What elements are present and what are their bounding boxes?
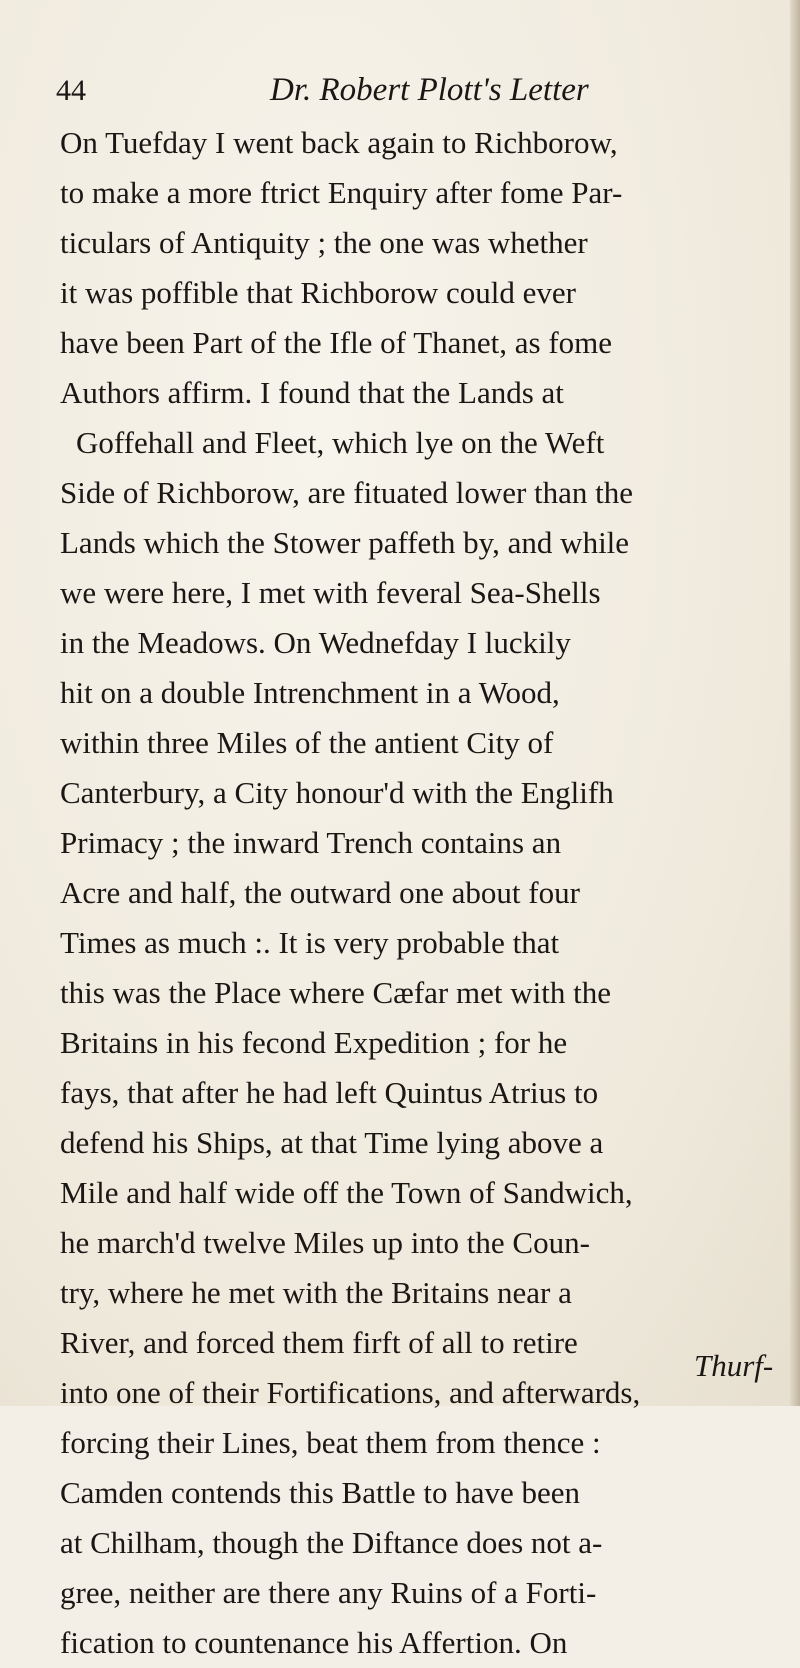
text-line: within three Miles of the antient City of: [60, 725, 554, 760]
text-line: this was the Place where Cæfar met with the: [60, 975, 611, 1010]
text-line: Authors affirm. I found that the Lands at: [60, 375, 564, 410]
text-line: Side of Richborow, are fituated lower than the: [60, 475, 634, 510]
text-line: Canterbury, a City honour'd with the Englifh: [60, 775, 614, 810]
text-line: Lands which the Stower paffeth by, and while: [60, 525, 630, 560]
running-head-author: Dr. Robert Plott's: [270, 72, 502, 108]
text-line: Camden contends this Battle to have been: [60, 1475, 580, 1510]
body-text: [60, 118, 790, 1668]
text-line: try, where he met with the Britains near a: [60, 1275, 572, 1310]
text-line: it was poffible that Richborow could ever: [60, 275, 576, 310]
text-line: at Chilham, though the Diftance does not a-: [60, 1525, 603, 1560]
text-line: Britains in his fecond Expedition ; for he: [60, 1025, 568, 1060]
text-line: forcing their Lines, beat them from thence :: [60, 1425, 601, 1460]
running-head: [270, 72, 589, 109]
text-line: he march'd twelve Miles up into the Coun-: [60, 1225, 590, 1260]
page-edge: [790, 0, 800, 1406]
text-line: On Tuefday I went back again to Richborow,: [60, 125, 618, 160]
text-line: fication to countenance his Affertion. On: [60, 1625, 568, 1660]
text-line: have been Part of the Ifle of Thanet, as fome: [60, 325, 613, 360]
catchword: Thurf-: [694, 1348, 774, 1383]
text-line: we were here, I met with feveral Sea-Shells: [60, 575, 601, 610]
text-line: River, and forced them firft of all to retire: [60, 1325, 578, 1360]
text-line: in the Meadows. On Wednefday I luckily: [60, 625, 571, 660]
running-head-title: Letter: [509, 72, 589, 108]
text-line: fays, that after he had left Quintus Atrius to: [60, 1075, 599, 1110]
text-line: Goffehall and Fleet, which lye on the Weft: [76, 425, 605, 460]
page-number: 44: [56, 74, 86, 107]
text-line: gree, neither are there any Ruins of a Forti-: [60, 1575, 597, 1610]
page-header: [56, 74, 716, 116]
text-line: into one of their Fortifications, and afterwards,: [60, 1375, 641, 1410]
text-line: Primacy ; the inward Trench contains an: [60, 825, 562, 860]
text-line: Times as much :. It is very probable that: [60, 925, 560, 960]
text-line: defend his Ships, at that Time lying above a: [60, 1125, 604, 1160]
text-line: Acre and half, the outward one about four: [60, 875, 580, 910]
text-line: hit on a double Intrenchment in a Wood,: [60, 675, 560, 710]
text-line: Mile and half wide off the Town of Sandwich,: [60, 1175, 633, 1210]
text-line: ticulars of Antiquity ; the one was whether: [60, 225, 588, 260]
text-line: to make a more ftrict Enquiry after fome Par-: [60, 175, 623, 210]
